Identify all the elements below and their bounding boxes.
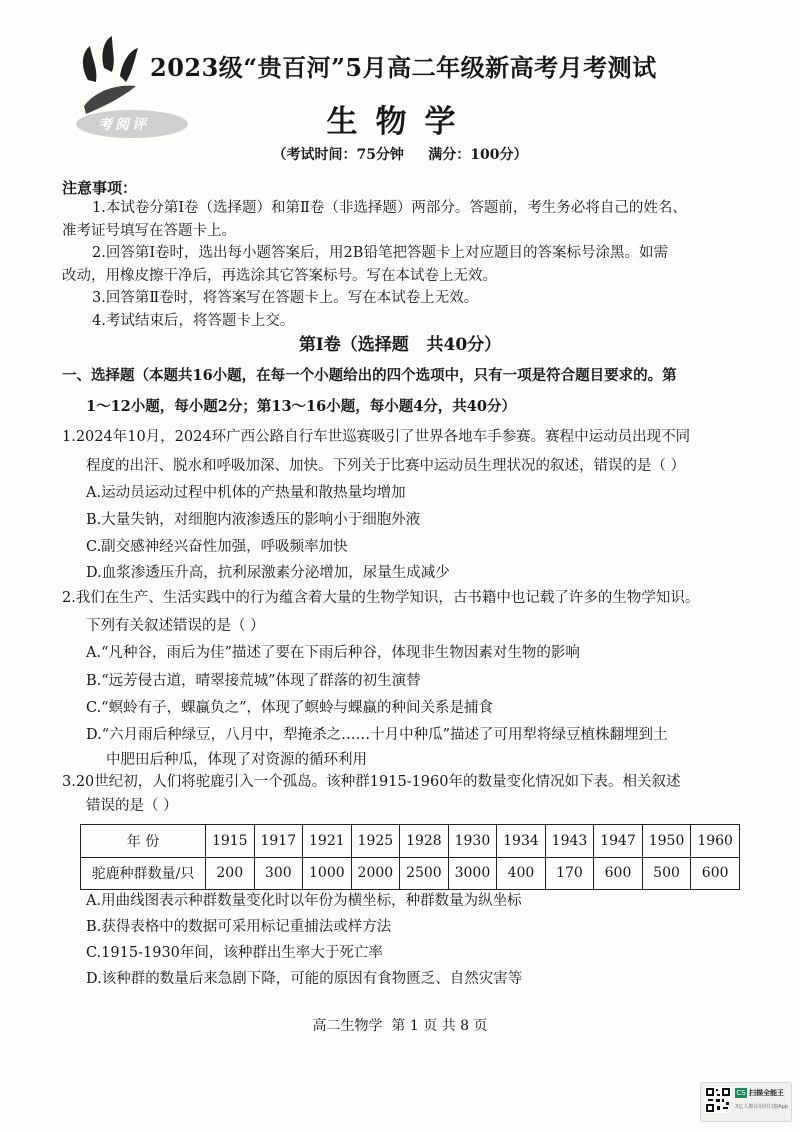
population-cell: 300 xyxy=(254,857,303,890)
population-cell: 200 xyxy=(206,857,255,890)
population-cell: 400 xyxy=(497,857,546,890)
question-2-option: A.“凡种谷，雨后为佳”描述了要在下雨后种谷，体现非生物因素对生物的影响 xyxy=(86,645,580,661)
question-2-option: B.“远芳侵古道，晴翠接荒城”体现了群落的初生演替 xyxy=(86,673,421,689)
question-1-option: B.大量失钠，对细胞内液渗透压的影响小于细胞外液 xyxy=(86,512,421,528)
year-cell: 1947 xyxy=(594,825,643,858)
notice-line: 改动，用橡皮擦干净后，再选涂其它答案标号。写在本试卷上无效。 xyxy=(62,268,497,284)
section-title: 第Ⅰ卷（选择题 共40分） xyxy=(298,335,502,355)
population-cell: 500 xyxy=(642,857,691,890)
question-2-option: 中肥田后种瓜，体现了对资源的循环利用 xyxy=(106,752,367,768)
year-cell: 1928 xyxy=(400,825,449,858)
population-cell: 170 xyxy=(545,857,594,890)
population-cell: 1000 xyxy=(303,857,352,890)
population-cell: 600 xyxy=(691,857,740,890)
question-2-option: D.“六月雨后种绿豆，八月中，犁掩杀之……十月中种瓜”描述了可用犁将绿豆植株翻埋到土 xyxy=(86,727,668,743)
part-intro: 1～12小题，每小题2分；第13～16小题，每小题4分，共40分） xyxy=(86,398,516,415)
question-1-stem: 程度的出汗、脱水和呼吸加深、加快。下列关于比赛中运动员生理状况的叙述，错误的是（ ） xyxy=(86,458,686,474)
year-cell: 1930 xyxy=(448,825,497,858)
scanner-tagline: 3亿人都在用的扫描App xyxy=(735,1104,788,1110)
question-1-option: A.运动员运动过程中机体的产热量和散热量均增加 xyxy=(86,485,406,501)
year-cell: 1943 xyxy=(545,825,594,858)
notice-line: 4.考试结束后，将答题卡上交。 xyxy=(92,313,295,329)
notice-line: 准考证号填写在答题卡上。 xyxy=(62,223,236,239)
question-3-stem: 3.20世纪初，人们将驼鹿引入一个孤岛。该种群1915-1960年的数量变化情况如下表。相关叙述 xyxy=(62,774,681,790)
year-cell: 1915 xyxy=(206,825,255,858)
year-cell: 1925 xyxy=(351,825,400,858)
exam-title: 2023级“贵百河”5月高二年级新高考月考测试 xyxy=(150,53,657,82)
notice-line: 2.回答第Ⅰ卷时，选出每小题答案后，用2B铅笔把答题卡上对应题目的答案标号涂黑。如需 xyxy=(92,245,668,261)
logo-text: 考阅评 xyxy=(98,117,149,133)
exam-info: （考试时间：75分钟 满分：100分） xyxy=(272,147,528,163)
year-cell: 1950 xyxy=(642,825,691,858)
question-3-option: D.该种群的数量后来急剧下降，可能的原因有食物匮乏、自然灾害等 xyxy=(86,971,523,987)
question-1-stem: 1.2024年10月，2024环广西公路自行车世巡赛吸引了世界各地车手参赛。赛程中运动员出现不同 xyxy=(62,429,691,445)
table-row-years xyxy=(81,825,740,858)
year-cell: 1917 xyxy=(254,825,303,858)
population-cell: 2500 xyxy=(400,857,449,890)
question-3-option: B.获得表格中的数据可采用标记重捕法或样方法 xyxy=(86,919,392,935)
table-row-population xyxy=(81,857,740,890)
notice-heading: 注意事项： xyxy=(62,179,138,197)
subject-title: 生物学 xyxy=(326,104,474,140)
question-2-option: C.“螟蛉有子，蜾蠃负之”，体现了螟蛉与蜾蠃的种间关系是捕食 xyxy=(86,700,494,716)
table-row-header: 驼鹿种群数量/只 xyxy=(81,857,206,890)
notice-line: 3.回答第Ⅱ卷时，将答案写在答题卡上。写在本试卷上无效。 xyxy=(92,290,479,306)
population-cell: 3000 xyxy=(448,857,497,890)
question-2-stem: 下列有关叙述错误的是（ ） xyxy=(86,618,265,634)
question-1-option: C.副交感神经兴奋性加强，呼吸频率加快 xyxy=(86,539,348,555)
scanner-stamp xyxy=(700,1082,792,1122)
year-cell: 1960 xyxy=(691,825,740,858)
year-cell: 1921 xyxy=(303,825,352,858)
question-3-option: A.用曲线图表示种群数量变化时以年份为横坐标，种群数量为纵坐标 xyxy=(86,893,522,909)
part-intro: 一、选择题（本题共16小题，在每一个小题给出的四个选项中，只有一项是符合题目要求的。第 xyxy=(62,367,677,384)
question-3-stem: 错误的是（ ） xyxy=(86,798,178,814)
table-row-header: 年 份 xyxy=(81,825,206,858)
scanner-badge-icon: CS xyxy=(736,1089,746,1097)
question-2-stem: 2.我们在生产、生活实践中的行为蕴含着大量的生物学知识，古书籍中也记载了许多的生物学知识。 xyxy=(62,590,700,606)
page-footer: 高二生物学 第 1 页 共 8 页 xyxy=(312,1018,488,1034)
notice-line: 1.本试卷分第Ⅰ卷（选择题）和第Ⅱ卷（非选择题）两部分。答题前，考生务必将自己的姓名、 xyxy=(92,200,687,216)
scanner-app-name: 扫描全能王 xyxy=(749,1089,784,1097)
question-1-option: D.血浆渗透压升高，抗利尿激素分泌增加，尿量生成减少 xyxy=(86,565,450,581)
population-cell: 2000 xyxy=(351,857,400,890)
qr-code-icon xyxy=(705,1087,731,1113)
population-cell: 600 xyxy=(594,857,643,890)
question-3-option: C.1915-1930年间，该种群出生率大于死亡率 xyxy=(86,945,383,961)
year-cell: 1934 xyxy=(497,825,546,858)
population-table xyxy=(80,824,740,890)
